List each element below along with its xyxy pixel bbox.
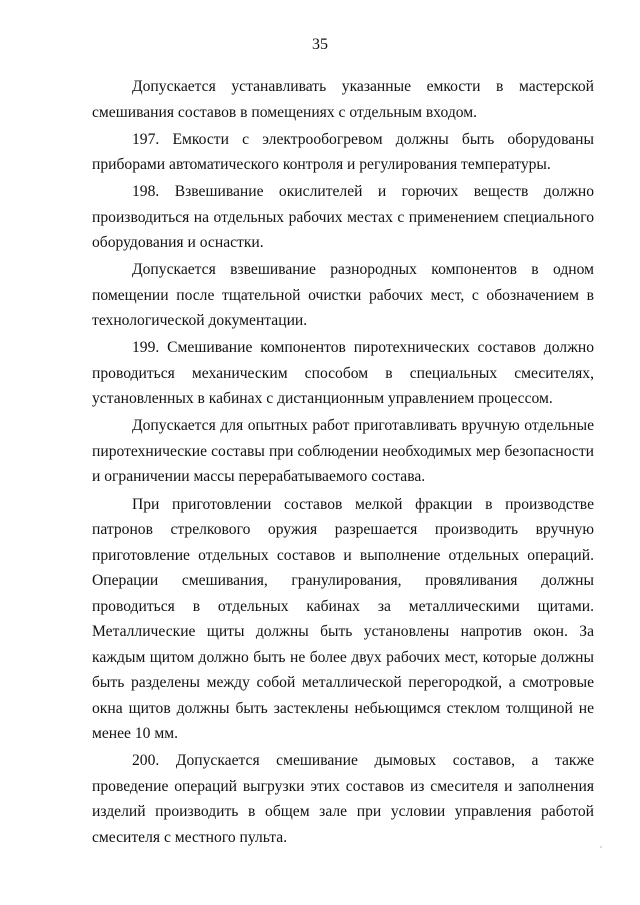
scan-speck	[600, 846, 602, 848]
paragraph-198-continuation: Допускается взвешивание разнородных компонентов в одном помещении после тщательной очистки рабочих мест, с обозначением в технологической документации.	[92, 261, 594, 330]
paragraph-200: 200. Допускается смешивание дымовых составов, а также проведение операций выгрузки этих составов из смесителя и заполнения изделий производить в общем зале при условии управления работой смесителя с местного пульта.	[92, 752, 594, 846]
paragraph-199: 199. Смешивание компонентов пиротехнических составов должно проводиться механическим способом в специальных смесителях, установленных в кабинах с дистанционным управлением процессом.	[92, 339, 594, 408]
paragraph-198: 198. Взвешивание окислителей и горючих веществ должно производиться на отдельных рабочих местах с применением специального оборудования и оснастки.	[92, 183, 594, 252]
paragraph-197: 197. Емкости с электрообогревом должны быть оборудованы приборами автоматического контроля и регулирования температуры.	[92, 130, 594, 174]
paragraph-199-small-fraction: При приготовлении составов мелкой фракции в производстве патронов стрелкового оружия разрешается производить вручную приготовление отдельных составов и выполнение отдельных операций. Операции смешивания, гранулирования, провяливания должны проводиться в отдельных кабинах за металлическими щитами. Металлические щиты должны быть установлены напротив окон. За каждым щитом должно быть не более двух рабочих мест, которые должны быть разделены между собой металлической перегородкой, а смотровые окна щитов должны быть застеклены небьющимся стеклом толщиной не менее 10 мм.	[92, 495, 594, 743]
page-number: 35	[312, 36, 328, 53]
paragraph-199-continuation: Допускается для опытных работ приготавливать вручную отдельные пиротехнические составы при соблюдении необходимых мер безопасности и ограничении массы перерабатываемого состава.	[92, 417, 594, 486]
paragraph-196-continuation: Допускается устанавливать указанные емкости в мастерской смешивания составов в помещениях с отдельным входом.	[92, 78, 594, 121]
document-body	[92, 74, 594, 852]
